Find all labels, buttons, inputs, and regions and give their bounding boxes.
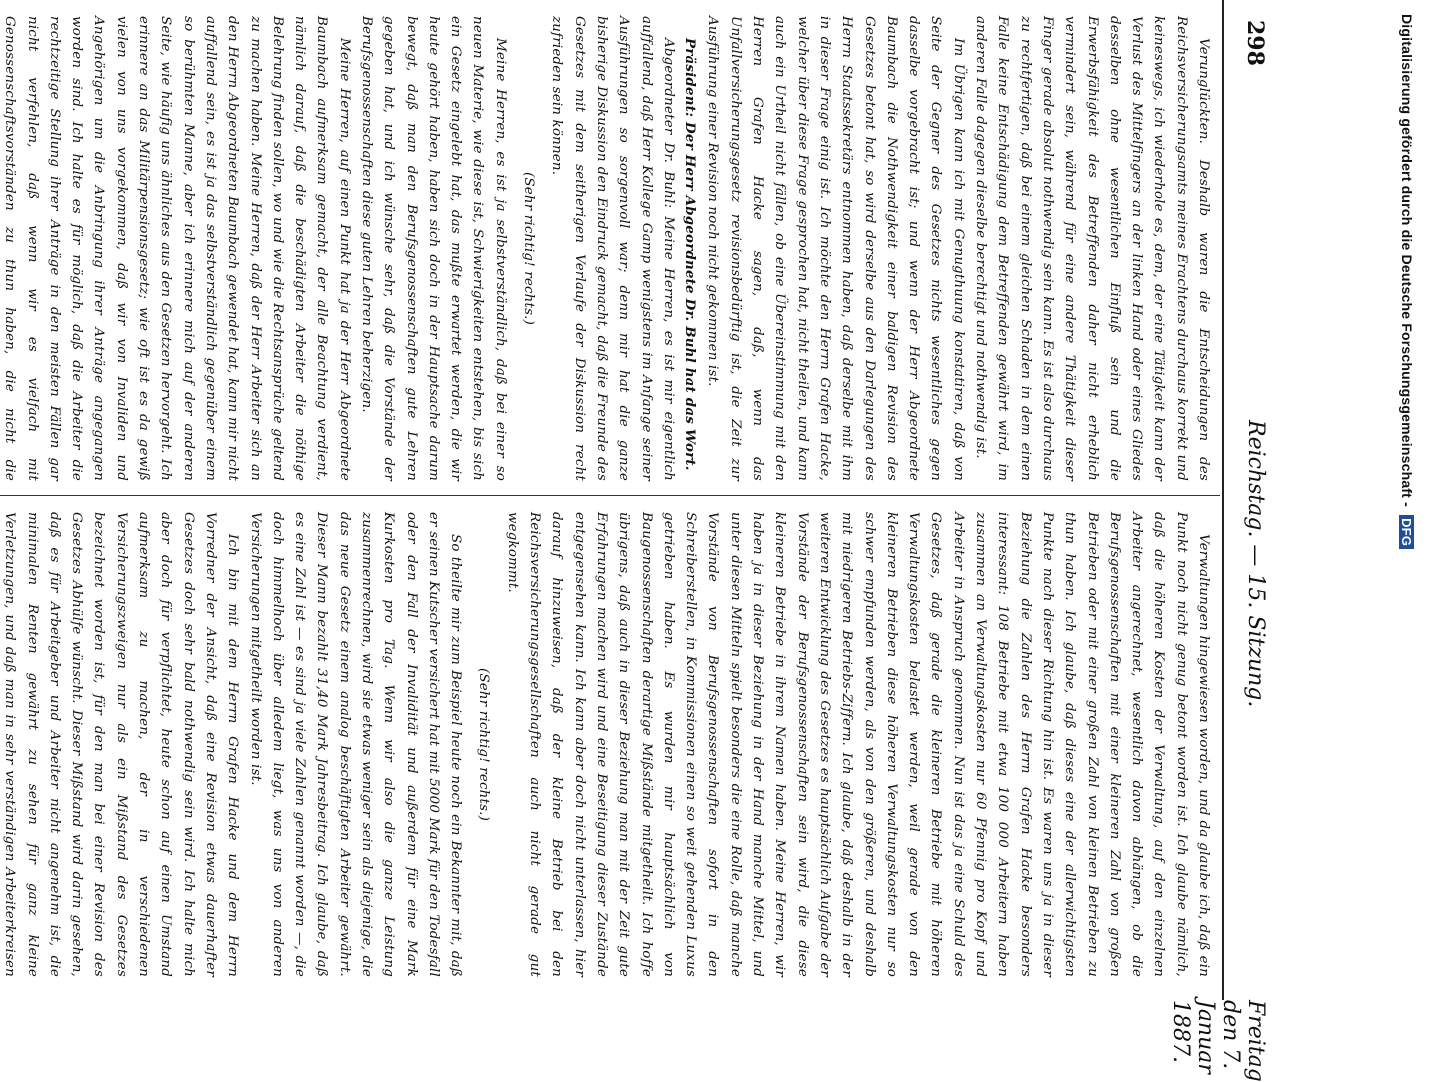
right-column bbox=[4, 512, 1214, 977]
column-divider bbox=[0, 495, 1220, 496]
left-column-paragraph: Verunglückten. Deshalb waren die Entscheidungen des Reichsversicherungsamts meines Erachtens durchaus korrekt und keineswegs, ich wiederhole es, dem, der eine Tätigkeit kann der Verlust des Mittelfingers an der linken Hand oder eines Gliedes desselben ohne wesentlichen Einfluß sein und die Erwerbsfähigkeit des Betreffenden daher nicht erheblich vermindert sein, während für eine andere Thätigkeit dieser Finger gerade absolut nothwendig sein kann. Es ist also durchaus zu rechtfertigen, daß bei einem gleichen Schaden in dem einen Falle keine Entschädigung dem Betreffenden gewährt wird, im anderen Falle dagegen dieselbe berechtigt und nothwendig ist. bbox=[973, 16, 1211, 481]
dfg-credit bbox=[1399, 14, 1415, 549]
left-column-paragraph: Abgeordneter Dr. Buhl: Meine Herren, es ist mir eigentlich auffallend, daß Herr Kollege Gamp wenigstens im Anfange seiner Ausführungen so sorgenvoll war; denn mir hat die ganze bisherige Diskussion den Eindruck gemacht, daß die Freunde des Gesetzes mit dem seitherigen Verlaufe der Diskussion recht zufrieden sein können. bbox=[549, 16, 676, 481]
session-title: Reichstag. — 15. Sitzung. bbox=[1243, 420, 1268, 708]
header-rule bbox=[1222, 0, 1224, 1000]
right-column-paragraph: (Sehr richtig! rechts.) bbox=[476, 667, 492, 822]
left-column-paragraph: Im Übrigen kann ich mit Genugthuung konstatiren, daß von Seite der Gegner des Gesetzes nichts wesentliches gegen dasselbe vorgebracht ist; und wenn der Herr Abgeordnete Baumbach die Nothwendigkeit einer baldigen Revision des Gesetzes betont hat, so wird derselbe aus den Darlegungen des Herrn Staatssekretärs entnommen haben, daß derselbe mit ihm in dieser Frage einig ist. Ich möchte den Herrn Grafen Hacke, welcher über diese Frage gesprochen hat, nicht theilen, und kann auch ein Urtheil nicht fällen, ob eine Übereinstimmung mit den Herren Grafen Hacke sagen, daß, wenn das Unfallversicherungsgesetz revisionsbedürftig ist, die Zeit zur Ausführung einer Revision noch nicht gekommen ist. bbox=[705, 16, 966, 481]
left-column bbox=[4, 16, 1214, 481]
date-title: Freitag den 7. Januar 1887. bbox=[1168, 1000, 1268, 1082]
left-column-paragraph: Meine Herren, es ist ja selbstverständlich, daß bei einer so neuen Materie, wie diese ist, Schwierigkeiten entstehen, bis sich ein Gesetz eingelebt hat, das mußte erwartet werden, die wir heute gehört haben, haben sich doch in der Hauptsache darum bewegt, daß man den Berufsgenossenschaften gute Lehren gegeben hat, und ich wünsche sehr, daß die Vorstände der Berufsgenossenschaften diese guten Lehren beherzigen. bbox=[359, 16, 508, 481]
dfg-side-strip bbox=[1398, 6, 1432, 1000]
page-header bbox=[1168, 0, 1268, 1082]
dfg-logo: DFG bbox=[1399, 515, 1414, 549]
right-column-paragraph: Ich bin mit dem Herrn Grafen Hacke und dem Herrn Vorredner der Ansicht, daß eine Revision etwas dauerhafter Gesetzes doch sehr bald nothwendig sein wird. Ich halte mich aber doch für verpflichtet, heute schon auf einen Umstand aufmerksam zu machen, der in verschiedenen Versicherungszweigen nur als ein Mißstand des Gesetzes bezeichnet worden ist, für den man bei einer Revision des Gesetzes Abhülfe wünscht. Dieser Mißstand wird darin gesehen, daß es für Arbeitgeber und Arbeiter nicht angenehm ist, die minimalen Renten gewährt zu sehen für ganz kleine Verletzungen, und daß man in sehr verständigen Arbeiterkreisen bbox=[2, 512, 241, 977]
dfg-credit-text: Digitalisierung gefördert durch die Deutsche Forschungsgemeinschaft - bbox=[1399, 14, 1415, 507]
page-number: 298 bbox=[1242, 20, 1268, 66]
right-column-paragraph: So theilte mir zum Beispiel heute noch ein Bekannter mit, daß er seinen Kutscher versichert hat mit 5000 Mark für den Todesfall oder den Fall der Invalidität und außerdem für eine Mark Kurkosten pro Tag. Wenn wir also die ganze Leistung zusammenrechnen, wird sie etwas weniger sein als diejenige, die das neue Gesetz einem analog beschäftigten Arbeiter gewährt. Dieser Mann bezahlt 31,40 Mark Jahresbeitrag. Ich glaube, daß es eine Zahl ist — es sind ja viele Zahlen genannt worden —, die doch himmelhoch über alledem liegt, was uns von anderen Versicherungen mitgetheilt worden ist. bbox=[247, 512, 464, 977]
left-column-paragraph: Meine Herren, auf einen Punkt hat ja der Herr Abgeordnete Baumbach aufmerksam gemacht, der alle Beachtung verdient, nämlich darauf, daß die beschädigten Arbeiter die nöthige Belehrung finden sollen, wo und wie die Rechtsansprüche geltend zu machen haben. Meine Herren, daß der Herr Arbeiter sich an den Herrn Abgeordneten Baumbach gewendet hat, kann mir nicht auffallend sein, es ist ja das selbstverständlich gegenüber einem so berühmten Manne, aber ich erinnere mich auf der anderen Seite, wie häufig uns ähnliches aus den Gesetzen hervorgeht. Ich erinnere an das Militärpensionsgesetz; wie oft ist es da gewiß vielen von uns vorgekommen, daß wir von Invaliden und Angehörigen um die Anbringung ihrer Anträge angegangen worden sind. Ich halte es für möglich, daß die Arbeiter die rechtzeitige Stellung ihrer Anträge in den meisten Fällen gar nicht verfehlen, daß wenn wir es vielfach mit Genossenschaftsvorständen zu thun haben, die nicht die bbox=[2, 16, 352, 481]
left-column-paragraph: (Sehr richtig! rechts.) bbox=[521, 171, 537, 326]
left-column-paragraph: Präsident: Der Herr Abgeordnete Dr. Buhl hat das Wort. bbox=[682, 38, 699, 471]
right-column-paragraph: Verwaltungen hingewiesen worden, und da glaube ich, daß ein Punkt noch nicht genug betont worden ist. Ich glaube nämlich, daß die höheren Kosten der Verwaltung, auf den einzelnen Arbeiter angerechnet, wesentlich davon abhängen, ob die Berufsgenossenschaften mit einer kleineren Zahl von großen Betrieben oder mit einer großen Zahl von kleinen Betrieben zu thun haben. Ich glaube, daß dieses eine der allerwichtigsten Punkte nach dieser Richtung hin ist. Es waren uns ja in dieser Beziehung die Zahlen des Herrn Grafen Hacke besonders interessant: 108 Betriebe mit etwa 100 000 Arbeitern haben zusammen an Verwaltungskosten nur 60 Pfennig pro Kopf und Arbeiter in Anspruch genommen. Nun ist das ja eine Schuld des Gesetzes, daß gerade die kleineren Betriebe mit höheren Verwaltungskosten belastet werden, weil gerade von den kleineren Betrieben diese höheren Verwaltungskosten nur so schwer empfunden werden, als von den größeren, und deshalb mit niedrigeren Betriebs-Ziffern. Ich glaube, daß deshalb in der weiteren Entwicklung des Gesetzes es hauptsächlich Aufgabe der Vorstände der Berufsgenossenschaften sein wird, die diese kleineren Betriebe in ihrem Namen haben. Meine Herren, wir haben ja in dieser Beziehung in der Hand manche Mittel, und unter diesen Mitteln spielt besonders die eine Rolle, daß manche Vorstände von Berufsgenossenschaften sofort in den Schreiberstellen, in Kommissionen einen so weit gehenden Luxus getrieben haben. Es wurden mir hauptsächlich von Baugenossenschaften derartige Mißstände mitgetheilt. Ich hoffe übrigens, daß auch in dieser Beziehung man mit der Zeit gute Erfahrungen machen wird und eine Beseitigung dieser Zustände entgegensehen kann. Ich kann aber doch nicht unterlassen, hier darauf hinzuweisen, daß der kleine Betrieb bei den Reichsversicherungsgesellschaften auch nicht gerade gut wegkommt. bbox=[504, 512, 1211, 977]
